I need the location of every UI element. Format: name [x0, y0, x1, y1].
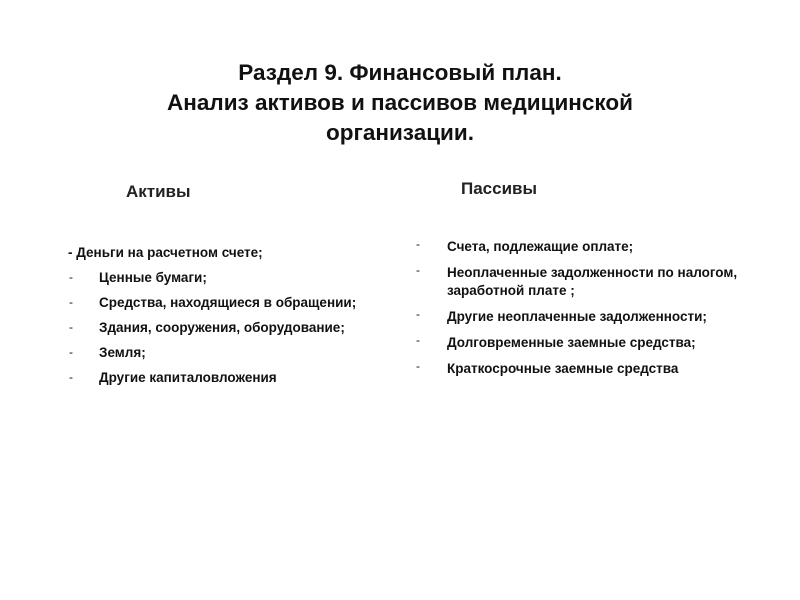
liabilities-item-text: Другие неоплаченные задолженности; [447, 309, 707, 324]
assets-item-text: Здания, сооружения, оборудование; [99, 320, 345, 335]
assets-item [68, 369, 398, 387]
liabilities-item [416, 308, 746, 326]
assets-list [68, 244, 398, 394]
bullet-dash: - [69, 270, 73, 284]
title-line-3: организации. [326, 120, 474, 145]
bullet-dash: - [416, 359, 420, 373]
assets-item [68, 319, 398, 337]
assets-item-text: Средства, находящиеся в обращении; [99, 295, 357, 310]
bullet-dash: - [69, 295, 73, 309]
assets-heading: Активы [126, 182, 191, 201]
assets-item [68, 294, 398, 312]
bullet-dash: - [69, 370, 73, 384]
bullet-dash: - [416, 307, 420, 321]
slide-title [100, 58, 700, 148]
bullet-dash: - [69, 345, 73, 359]
assets-item [68, 344, 398, 362]
liabilities-item-text: Краткосрочные заемные средства [447, 361, 679, 376]
liabilities-item-text: Неоплаченные задолженности по налогом, заработной плате ; [447, 265, 738, 298]
bullet-dash: - [416, 237, 420, 251]
liabilities-item [416, 238, 746, 256]
assets-item [68, 269, 398, 287]
assets-item-text: Ценные бумаги; [99, 270, 207, 285]
assets-lead-item: - Деньги на расчетном счете; [68, 245, 263, 260]
bullet-dash: - [69, 320, 73, 334]
liabilities-item-text: Счета, подлежащие оплате; [447, 239, 634, 254]
assets-item-text: Земля; [99, 345, 146, 360]
title-line-2: Анализ активов и пассивов медицинской [167, 90, 633, 115]
liabilities-item [416, 334, 746, 352]
liabilities-heading: Пассивы [461, 179, 538, 198]
liabilities-item [416, 360, 746, 378]
liabilities-list [416, 238, 746, 386]
title-line-1: Раздел 9. Финансовый план. [238, 60, 562, 85]
bullet-dash: - [416, 333, 420, 347]
liabilities-item [416, 264, 746, 300]
assets-item-text: Другие капиталовложения [99, 370, 277, 385]
liabilities-item-text: Долговременные заемные средства; [447, 335, 696, 350]
bullet-dash: - [416, 263, 420, 277]
